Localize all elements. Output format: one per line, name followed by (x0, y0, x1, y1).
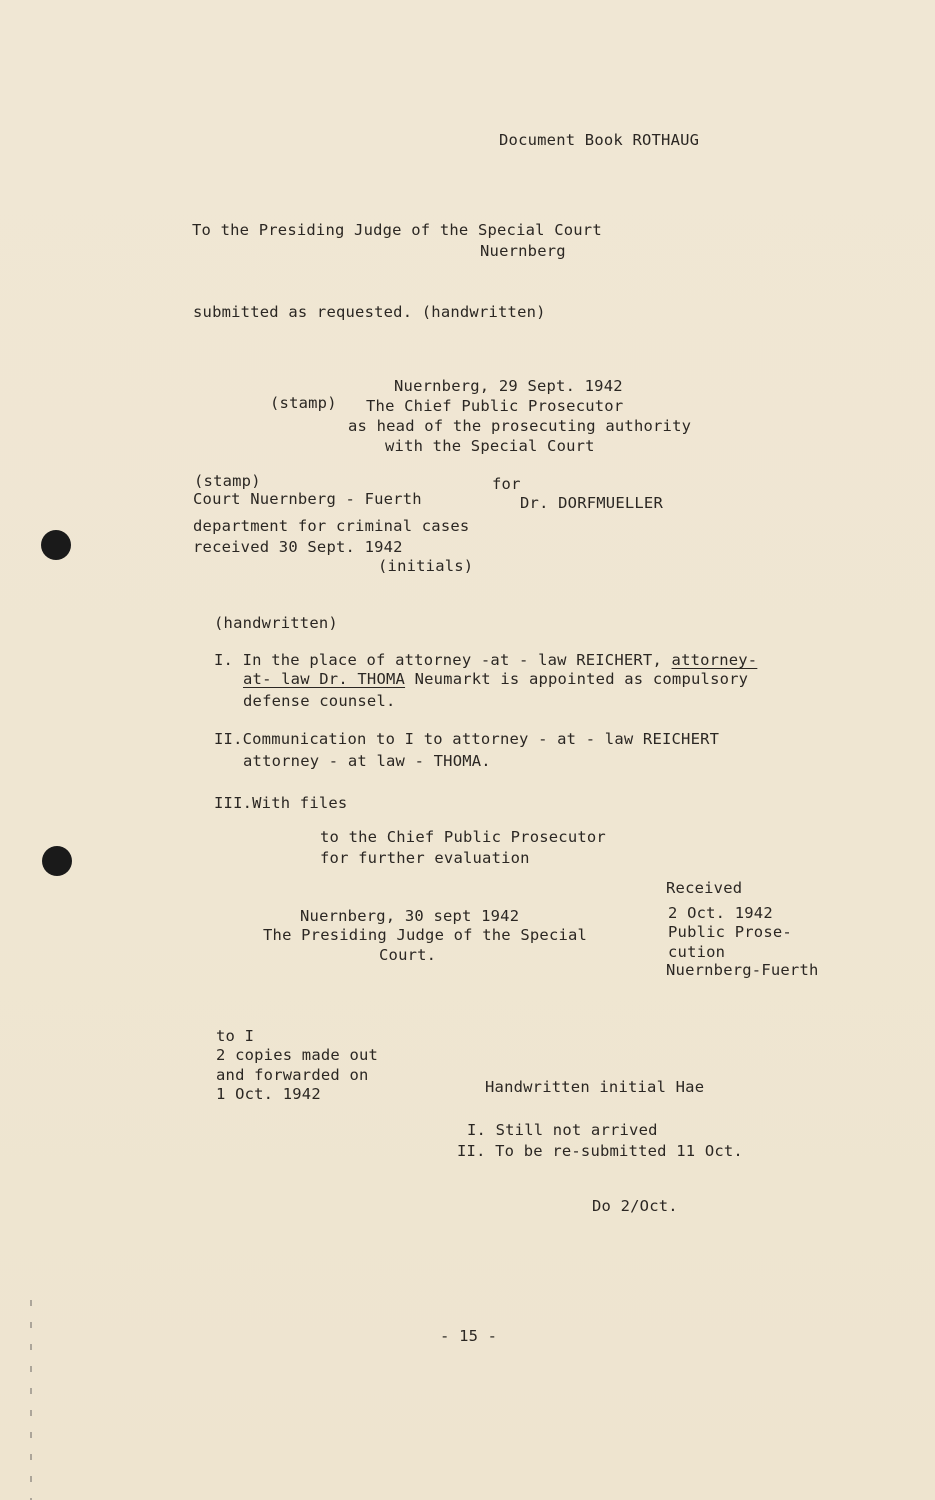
order-item-1-text-b: Neumarkt is appointed as compulsory (405, 670, 749, 688)
prosecutor-stamp-label: (stamp) (270, 394, 337, 412)
prosecutor-title-3: with the Special Court (385, 437, 595, 455)
order-item-3: III.With files (214, 794, 348, 812)
prosecutor-title-1: The Chief Public Prosecutor (366, 397, 624, 415)
punch-hole-top (41, 530, 71, 560)
address-line-1: To the Presiding Judge of the Special Court (192, 221, 602, 239)
punch-hole-bottom (42, 846, 72, 876)
address-line-2: Nuernberg (480, 242, 566, 260)
court-stamp-initials: (initials) (378, 557, 474, 575)
order-item-3-line-2: to the Chief Public Prosecutor (320, 828, 606, 846)
order-item-2-line-2: attorney - at law - THOMA. (243, 752, 491, 770)
copies-note-line-4: 1 Oct. 1942 (216, 1085, 321, 1103)
prosecutor-for: for (492, 475, 521, 493)
received-stamp-line-4: cution (668, 943, 726, 961)
torn-edge-marks (30, 1300, 32, 1500)
order-item-1-text-a: I. In the place of attorney -at - law REICHERT, (214, 651, 662, 669)
copies-note-line-3: and forwarded on (216, 1066, 369, 1084)
received-stamp-line-1: Received (666, 879, 743, 897)
order-item-1-line-1 (214, 650, 757, 670)
order-item-1-underlined-b: at- law Dr. THOMA (243, 670, 406, 688)
order-item-1-line-3: defense counsel. (243, 692, 396, 710)
order-item-2-line-1: II.Communication to I to attorney - at - law REICHERT (214, 730, 720, 748)
order-item-3-line-3: for further evaluation (320, 849, 530, 867)
copies-note-line-2: 2 copies made out (216, 1046, 379, 1064)
judge-date: Nuernberg, 30 sept 1942 (300, 907, 520, 925)
prosecutor-title-2: as head of the prosecuting authority (348, 417, 692, 435)
received-stamp-line-3: Public Prose- (668, 923, 792, 941)
followup-item-2: II. To be re-submitted 11 Oct. (457, 1142, 743, 1160)
court-stamp-line-3: received 30 Sept. 1942 (193, 538, 403, 556)
sign-off: Do 2/Oct. (592, 1197, 678, 1215)
received-stamp-line-2: 2 Oct. 1942 (668, 904, 773, 922)
judge-title-2: Court. (379, 946, 437, 964)
page-number: - 15 - (440, 1327, 498, 1345)
prosecutor-date: Nuernberg, 29 Sept. 1942 (394, 377, 623, 395)
received-stamp-line-5: Nuernberg-Fuerth (666, 961, 819, 979)
order-item-1-underlined-a: attorney- (671, 651, 758, 669)
judge-title: The Presiding Judge of the Special (263, 926, 588, 944)
court-stamp-line-1: Court Nuernberg - Fuerth (193, 490, 422, 508)
document-book-title: Document Book ROTHAUG (499, 131, 700, 149)
order-handwritten-label: (handwritten) (214, 614, 338, 632)
order-item-1-line-2 (243, 669, 748, 689)
prosecutor-name: Dr. DORFMUELLER (520, 494, 663, 512)
court-stamp-line-2: department for criminal cases (193, 517, 470, 535)
submitted-note: submitted as requested. (handwritten) (193, 303, 546, 321)
followup-item-1: I. Still not arrived (467, 1121, 658, 1139)
court-stamp-label: (stamp) (194, 472, 261, 490)
copies-note-line-1: to I (216, 1027, 255, 1045)
handwritten-initial: Handwritten initial Hae (485, 1078, 705, 1096)
